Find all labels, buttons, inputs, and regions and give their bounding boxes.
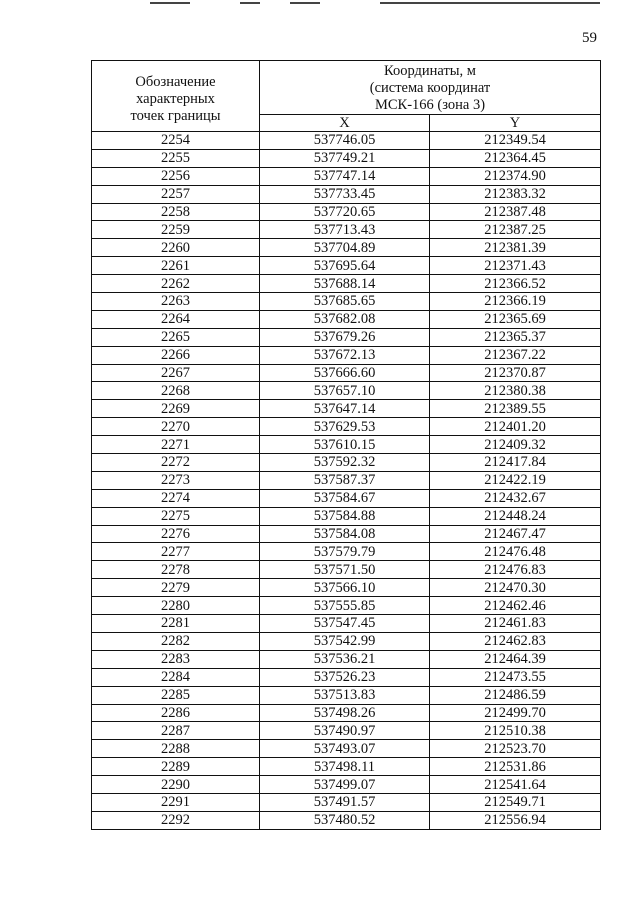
table-row (92, 454, 601, 472)
point-id-cell: 2260 (92, 239, 260, 257)
header-x: X (260, 115, 430, 132)
point-id-cell: 2270 (92, 418, 260, 436)
x-coordinate-cell: 537571.50 (260, 561, 430, 579)
point-id-cell: 2263 (92, 293, 260, 311)
y-coordinate-cell: 212510.38 (430, 722, 601, 740)
table-row (92, 615, 601, 633)
x-coordinate-cell: 537587.37 (260, 471, 430, 489)
x-coordinate-cell: 537490.97 (260, 722, 430, 740)
point-id-cell: 2254 (92, 132, 260, 150)
point-id-cell: 2289 (92, 758, 260, 776)
y-coordinate-cell: 212470.30 (430, 579, 601, 597)
x-coordinate-cell: 537713.43 (260, 221, 430, 239)
y-coordinate-cell: 212409.32 (430, 436, 601, 454)
x-coordinate-cell: 537498.26 (260, 704, 430, 722)
y-coordinate-cell: 212371.43 (430, 257, 601, 275)
x-coordinate-cell: 537682.08 (260, 310, 430, 328)
table-row (92, 167, 601, 185)
x-coordinate-cell: 537584.88 (260, 507, 430, 525)
table-row (92, 632, 601, 650)
y-coordinate-cell: 212432.67 (430, 489, 601, 507)
x-coordinate-cell: 537647.14 (260, 400, 430, 418)
y-coordinate-cell: 212365.37 (430, 328, 601, 346)
point-id-cell: 2255 (92, 149, 260, 167)
x-coordinate-cell: 537695.64 (260, 257, 430, 275)
x-coordinate-cell: 537720.65 (260, 203, 430, 221)
point-id-cell: 2271 (92, 436, 260, 454)
x-coordinate-cell: 537749.21 (260, 149, 430, 167)
y-coordinate-cell: 212448.24 (430, 507, 601, 525)
table-row (92, 597, 601, 615)
table-row (92, 418, 601, 436)
x-coordinate-cell: 537493.07 (260, 740, 430, 758)
x-coordinate-cell: 537499.07 (260, 776, 430, 794)
x-coordinate-cell: 537566.10 (260, 579, 430, 597)
y-coordinate-cell: 212461.83 (430, 615, 601, 633)
y-coordinate-cell: 212473.55 (430, 668, 601, 686)
x-coordinate-cell: 537746.05 (260, 132, 430, 150)
y-coordinate-cell: 212366.19 (430, 293, 601, 311)
table-row (92, 650, 601, 668)
header-coordinates: Координаты, м (система координат МСК-166 (зона 3) (260, 61, 601, 115)
table-header-row (92, 61, 601, 115)
table-row (92, 382, 601, 400)
point-id-cell: 2284 (92, 668, 260, 686)
x-coordinate-cell: 537536.21 (260, 650, 430, 668)
table-row (92, 686, 601, 704)
y-coordinate-cell: 212383.32 (430, 185, 601, 203)
y-coordinate-cell: 212531.86 (430, 758, 601, 776)
x-coordinate-cell: 537555.85 (260, 597, 430, 615)
x-coordinate-cell: 537704.89 (260, 239, 430, 257)
point-id-cell: 2290 (92, 776, 260, 794)
table-row (92, 579, 601, 597)
table-row (92, 704, 601, 722)
x-coordinate-cell: 537610.15 (260, 436, 430, 454)
y-coordinate-cell: 212464.39 (430, 650, 601, 668)
y-coordinate-cell: 212364.45 (430, 149, 601, 167)
table-row (92, 132, 601, 150)
table-row (92, 275, 601, 293)
table-row (92, 489, 601, 507)
y-coordinate-cell: 212380.38 (430, 382, 601, 400)
x-coordinate-cell: 537629.53 (260, 418, 430, 436)
table-row (92, 811, 601, 829)
point-id-cell: 2280 (92, 597, 260, 615)
table-row (92, 740, 601, 758)
y-coordinate-cell: 212556.94 (430, 811, 601, 829)
y-coordinate-cell: 212374.90 (430, 167, 601, 185)
point-id-cell: 2277 (92, 543, 260, 561)
y-coordinate-cell: 212365.69 (430, 310, 601, 328)
table-row (92, 758, 601, 776)
table-row (92, 668, 601, 686)
point-id-cell: 2283 (92, 650, 260, 668)
point-id-cell: 2273 (92, 471, 260, 489)
y-coordinate-cell: 212417.84 (430, 454, 601, 472)
x-coordinate-cell: 537547.45 (260, 615, 430, 633)
x-coordinate-cell: 537688.14 (260, 275, 430, 293)
x-coordinate-cell: 537679.26 (260, 328, 430, 346)
scan-top-marks (0, 0, 640, 6)
point-id-cell: 2276 (92, 525, 260, 543)
point-id-cell: 2278 (92, 561, 260, 579)
table-row (92, 328, 601, 346)
y-coordinate-cell: 212523.70 (430, 740, 601, 758)
y-coordinate-cell: 212549.71 (430, 793, 601, 811)
header-y: Y (430, 115, 601, 132)
table-row (92, 776, 601, 794)
point-id-cell: 2261 (92, 257, 260, 275)
point-id-cell: 2272 (92, 454, 260, 472)
table-row (92, 507, 601, 525)
y-coordinate-cell: 212422.19 (430, 471, 601, 489)
x-coordinate-cell: 537542.99 (260, 632, 430, 650)
point-id-cell: 2259 (92, 221, 260, 239)
table-row (92, 543, 601, 561)
point-id-cell: 2268 (92, 382, 260, 400)
x-coordinate-cell: 537747.14 (260, 167, 430, 185)
x-coordinate-cell: 537672.13 (260, 346, 430, 364)
table-row (92, 561, 601, 579)
y-coordinate-cell: 212367.22 (430, 346, 601, 364)
y-coordinate-cell: 212401.20 (430, 418, 601, 436)
table-row (92, 471, 601, 489)
table-row (92, 293, 601, 311)
x-coordinate-cell: 537513.83 (260, 686, 430, 704)
y-coordinate-cell: 212389.55 (430, 400, 601, 418)
point-id-cell: 2258 (92, 203, 260, 221)
table-row (92, 346, 601, 364)
point-id-cell: 2275 (92, 507, 260, 525)
point-id-cell: 2286 (92, 704, 260, 722)
table-row (92, 364, 601, 382)
x-coordinate-cell: 537584.67 (260, 489, 430, 507)
point-id-cell: 2256 (92, 167, 260, 185)
y-coordinate-cell: 212381.39 (430, 239, 601, 257)
point-id-cell: 2291 (92, 793, 260, 811)
point-id-cell: 2265 (92, 328, 260, 346)
table-row (92, 149, 601, 167)
point-id-cell: 2267 (92, 364, 260, 382)
point-id-cell: 2266 (92, 346, 260, 364)
table-row (92, 185, 601, 203)
table-row (92, 793, 601, 811)
point-id-cell: 2262 (92, 275, 260, 293)
point-id-cell: 2282 (92, 632, 260, 650)
x-coordinate-cell: 537526.23 (260, 668, 430, 686)
x-coordinate-cell: 537733.45 (260, 185, 430, 203)
point-id-cell: 2285 (92, 686, 260, 704)
table-row (92, 257, 601, 275)
table-body (92, 132, 601, 830)
y-coordinate-cell: 212541.64 (430, 776, 601, 794)
y-coordinate-cell: 212499.70 (430, 704, 601, 722)
y-coordinate-cell: 212462.46 (430, 597, 601, 615)
x-coordinate-cell: 537584.08 (260, 525, 430, 543)
y-coordinate-cell: 212476.48 (430, 543, 601, 561)
y-coordinate-cell: 212467.47 (430, 525, 601, 543)
header-point-designation: Обозначение характерных точек границы (92, 61, 260, 132)
point-id-cell: 2257 (92, 185, 260, 203)
y-coordinate-cell: 212370.87 (430, 364, 601, 382)
point-id-cell: 2292 (92, 811, 260, 829)
x-coordinate-cell: 537491.57 (260, 793, 430, 811)
point-id-cell: 2279 (92, 579, 260, 597)
y-coordinate-cell: 212349.54 (430, 132, 601, 150)
x-coordinate-cell: 537498.11 (260, 758, 430, 776)
point-id-cell: 2274 (92, 489, 260, 507)
coordinates-table (91, 60, 601, 830)
x-coordinate-cell: 537480.52 (260, 811, 430, 829)
point-id-cell: 2288 (92, 740, 260, 758)
x-coordinate-cell: 537666.60 (260, 364, 430, 382)
x-coordinate-cell: 537579.79 (260, 543, 430, 561)
y-coordinate-cell: 212387.48 (430, 203, 601, 221)
point-id-cell: 2264 (92, 310, 260, 328)
point-id-cell: 2281 (92, 615, 260, 633)
table-row (92, 310, 601, 328)
y-coordinate-cell: 212486.59 (430, 686, 601, 704)
table-row (92, 436, 601, 454)
y-coordinate-cell: 212476.83 (430, 561, 601, 579)
table-row (92, 203, 601, 221)
table-row (92, 400, 601, 418)
table-row (92, 722, 601, 740)
y-coordinate-cell: 212387.25 (430, 221, 601, 239)
table-row (92, 221, 601, 239)
y-coordinate-cell: 212462.83 (430, 632, 601, 650)
point-id-cell: 2287 (92, 722, 260, 740)
y-coordinate-cell: 212366.52 (430, 275, 601, 293)
table-row (92, 239, 601, 257)
table-row (92, 525, 601, 543)
x-coordinate-cell: 537592.32 (260, 454, 430, 472)
x-coordinate-cell: 537657.10 (260, 382, 430, 400)
point-id-cell: 2269 (92, 400, 260, 418)
page-number: 59 (582, 30, 597, 46)
x-coordinate-cell: 537685.65 (260, 293, 430, 311)
